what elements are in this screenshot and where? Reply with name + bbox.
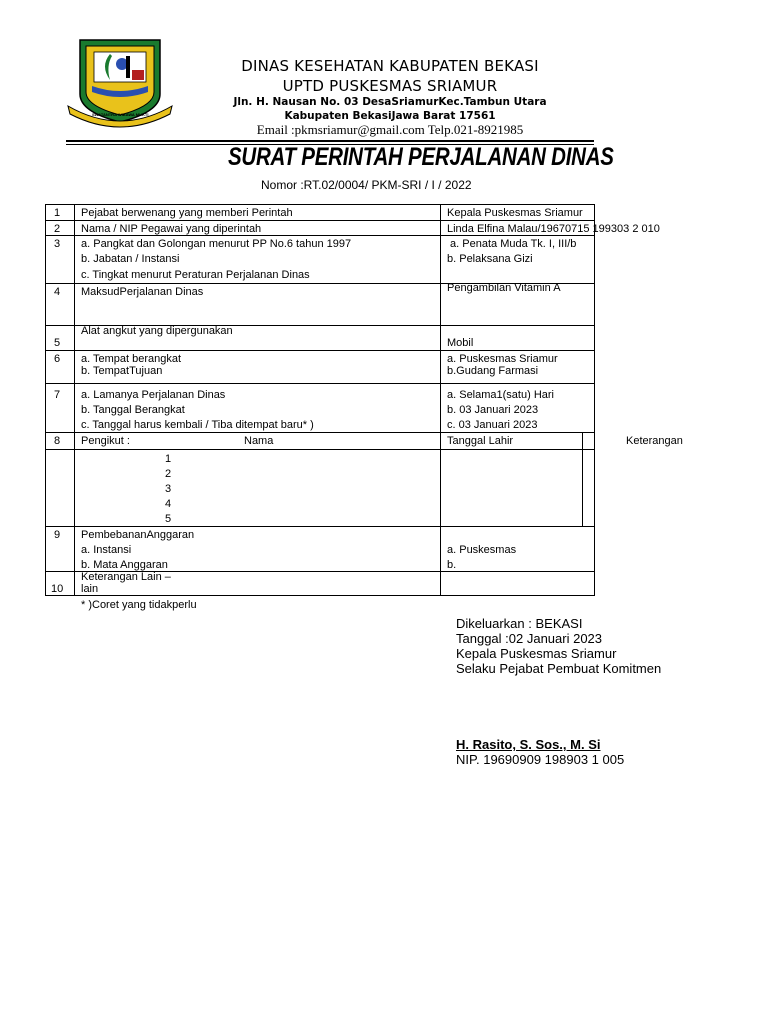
row-10-label-1: Keterangan Lain – xyxy=(81,571,171,583)
footnote: * )Coret yang tidakperlu xyxy=(81,599,197,611)
row-1-label: Pejabat berwenang yang memberi Perintah xyxy=(81,207,293,219)
row-4-number: 4 xyxy=(54,286,61,298)
row-6-label-b: b. TempatTujuan xyxy=(81,365,163,377)
row-6-value-b: b.Gudang Farmasi xyxy=(447,365,539,377)
row-1-number: 1 xyxy=(54,207,61,219)
row-4-value: Pengambilan Vitamin A xyxy=(447,282,561,294)
row-10-number: 10 xyxy=(51,583,64,595)
row-9-label-b: b. Mata Anggaran xyxy=(81,559,168,571)
row-9-value-b: b. xyxy=(447,559,457,571)
sppd-table xyxy=(45,204,683,596)
row-7-value-b: b. 03 Januari 2023 xyxy=(447,404,539,416)
row-5-label: Alat angkut yang dipergunakan xyxy=(81,325,233,337)
row-9-number: 9 xyxy=(54,529,61,541)
header-rule-thick xyxy=(66,140,594,142)
row-2-value: Linda Elfina Malau/19670715 199303 2 010 xyxy=(447,223,660,235)
org-line-2: UPTD PUSKESMAS SRIAMUR xyxy=(282,77,498,95)
row-7-label-b: b. Tanggal Berangkat xyxy=(81,404,185,416)
row-3-value-b: b. Pelaksana Gizi xyxy=(447,253,533,265)
document-title: SURAT PERINTAH PERJALANAN DINAS xyxy=(228,143,614,171)
row-3-label-a: a. Pangkat dan Golongan menurut PP No.6 tahun 1997 xyxy=(81,238,352,250)
signer-position-2: Selaku Pejabat Pembuat Komitmen xyxy=(456,661,662,676)
row-7-value-a: a. Selama1(satu) Hari xyxy=(447,389,554,401)
row-8-number: 8 xyxy=(54,435,61,447)
signer-nip: NIP. 19690909 198903 1 005 xyxy=(456,752,625,767)
row-2-label: Nama / NIP Pegawai yang diperintah xyxy=(81,223,262,235)
row-7-value-c: c. 03 Januari 2023 xyxy=(447,419,538,431)
row-7-label-c: c. Tanggal harus kembali / Tiba ditempat baru* ) xyxy=(81,419,314,431)
col-header-nama: Nama xyxy=(244,435,274,447)
pengikut-item: 5 xyxy=(165,513,172,525)
kabupaten-bekasi-logo xyxy=(66,36,174,132)
row-5-value: Mobil xyxy=(447,337,474,349)
row-3-label-b: b. Jabatan / Instansi xyxy=(81,253,180,265)
document-number: Nomor :RT.02/0004/ PKM-SRI / I / 2022 xyxy=(261,178,472,192)
row-1-value: Kepala Puskesmas Sriamur xyxy=(447,207,583,219)
row-8-label: Pengikut : xyxy=(81,435,130,447)
row-6-value-a: a. Puskesmas Sriamur xyxy=(447,353,558,365)
row-6-number: 6 xyxy=(54,353,61,365)
row-9-value-a: a. Puskesmas xyxy=(447,544,517,556)
pengikut-item: 4 xyxy=(165,498,172,510)
issued-place: Dikeluarkan : BEKASI xyxy=(456,616,583,631)
address-line-1: Jln. H. Nausan No. 03 DesaSriamurKec.Tambun Utara xyxy=(233,96,547,108)
row-10-label-2: lain xyxy=(81,583,99,595)
contact-line: Email :pkmsriamur@gmail.com Telp.021-8921985 xyxy=(256,122,524,137)
row-7-number: 7 xyxy=(54,389,61,401)
row-4-label: MaksudPerjalanan Dinas xyxy=(81,286,204,298)
row-9-label: PembebananAnggaran xyxy=(81,529,195,541)
row-3-number: 3 xyxy=(54,238,61,250)
pengikut-item: 1 xyxy=(165,453,172,465)
pengikut-item: 2 xyxy=(165,468,172,480)
row-5-number: 5 xyxy=(54,337,61,349)
row-6-label-a: a. Tempat berangkat xyxy=(81,353,182,365)
row-3-value-a: a. Penata Muda Tk. I, III/b xyxy=(447,238,577,250)
row-7-label-a: a. Lamanya Perjalanan Dinas xyxy=(81,389,226,401)
row-9-label-a: a. Instansi xyxy=(81,544,132,556)
address-line-2: Kabupaten BekasiJawa Barat 17561 xyxy=(284,110,496,122)
signer-name: H. Rasito, S. Sos., M. Si xyxy=(456,737,601,752)
issued-date: Tanggal :02 Januari 2023 xyxy=(456,631,603,646)
org-line-1: DINAS KESEHATAN KABUPATEN BEKASI xyxy=(241,57,539,75)
col-header-tanggal-lahir: Tanggal Lahir xyxy=(447,435,514,447)
row-3-label-c: c. Tingkat menurut Peraturan Perjalanan Dinas xyxy=(81,269,310,281)
row-2-number: 2 xyxy=(54,223,61,235)
logo-motto: SWATANTRA WIBAWA MUKTI xyxy=(92,112,149,117)
pengikut-item: 3 xyxy=(165,483,172,495)
col-header-keterangan: Keterangan xyxy=(626,435,683,447)
signer-position-1: Kepala Puskesmas Sriamur xyxy=(456,646,617,661)
